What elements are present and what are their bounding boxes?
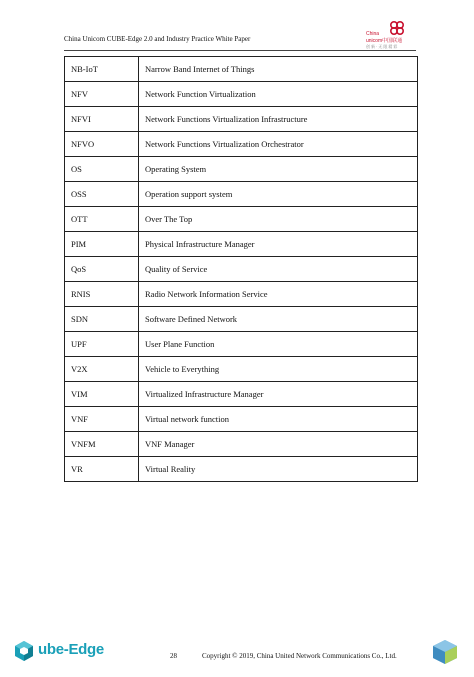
abbreviation-cell: VNF (65, 407, 139, 432)
abbreviation-cell: PIM (65, 232, 139, 257)
definition-cell: Operation support system (139, 182, 418, 207)
table-row (65, 457, 418, 482)
cube-icon (430, 638, 460, 666)
table-row (65, 332, 418, 357)
table-row (65, 257, 418, 282)
abbreviation-cell: V2X (65, 357, 139, 382)
copyright-text: Copyright © 2019, China United Network Communications Co., Ltd. (202, 652, 397, 660)
definition-cell: Physical Infrastructure Manager (139, 232, 418, 257)
page-header (64, 20, 414, 48)
abbreviation-table (64, 56, 418, 482)
brand-name-line: unicom中国联通 (366, 38, 403, 44)
table-row (65, 157, 418, 182)
definition-cell: Radio Network Information Service (139, 282, 418, 307)
abbreviation-cell: NFV (65, 82, 139, 107)
abbreviation-cell: QoS (65, 257, 139, 282)
table-row (65, 82, 418, 107)
abbreviation-cell: VIM (65, 382, 139, 407)
table-row (65, 232, 418, 257)
cube-edge-logo (12, 637, 102, 667)
table-row (65, 382, 418, 407)
definition-cell: Network Function Virtualization (139, 82, 418, 107)
definition-cell: Software Defined Network (139, 307, 418, 332)
definition-cell: VNF Manager (139, 432, 418, 457)
definition-cell: Network Functions Virtualization Infrastructure (139, 107, 418, 132)
abbreviation-cell: NB-IoT (65, 57, 139, 82)
table-row (65, 282, 418, 307)
definition-cell: Vehicle to Everything (139, 357, 418, 382)
abbreviation-cell: OS (65, 157, 139, 182)
abbreviation-cell: VR (65, 457, 139, 482)
china-unicom-logo (366, 20, 418, 50)
table-row (65, 307, 418, 332)
brand-slogan: 创新·无限精彩 (366, 44, 399, 49)
abbreviation-cell: VNFM (65, 432, 139, 457)
table-row (65, 432, 418, 457)
table-row (65, 132, 418, 157)
definition-cell: Network Functions Virtualization Orchestrator (139, 132, 418, 157)
definition-cell: Virtual network function (139, 407, 418, 432)
brand-name-line: China (366, 31, 380, 37)
abbreviation-cell: OTT (65, 207, 139, 232)
unicom-knot-icon (386, 20, 412, 36)
header-divider (64, 50, 416, 51)
header-title: China Unicom CUBE-Edge 2.0 and Industry Practice White Paper (64, 35, 251, 43)
abbreviation-cell: SDN (65, 307, 139, 332)
page-number: 28 (170, 652, 177, 660)
abbreviation-cell: NFVI (65, 107, 139, 132)
definition-cell: User Plane Function (139, 332, 418, 357)
definition-cell: Over The Top (139, 207, 418, 232)
cube-edge-icon (12, 639, 36, 663)
definition-cell: Virtualized Infrastructure Manager (139, 382, 418, 407)
definition-cell: Quality of Service (139, 257, 418, 282)
logo-wordmark: ube-Edge (38, 641, 104, 658)
table-row (65, 182, 418, 207)
table-row (65, 407, 418, 432)
table-row (65, 357, 418, 382)
abbreviation-cell: NFVO (65, 132, 139, 157)
definition-cell: Narrow Band Internet of Things (139, 57, 418, 82)
abbreviation-cell: UPF (65, 332, 139, 357)
definition-cell: Operating System (139, 157, 418, 182)
abbreviation-cell: RNIS (65, 282, 139, 307)
table-row (65, 207, 418, 232)
abbreviation-cell: OSS (65, 182, 139, 207)
table-row (65, 107, 418, 132)
table-row (65, 57, 418, 82)
definition-cell: Virtual Reality (139, 457, 418, 482)
